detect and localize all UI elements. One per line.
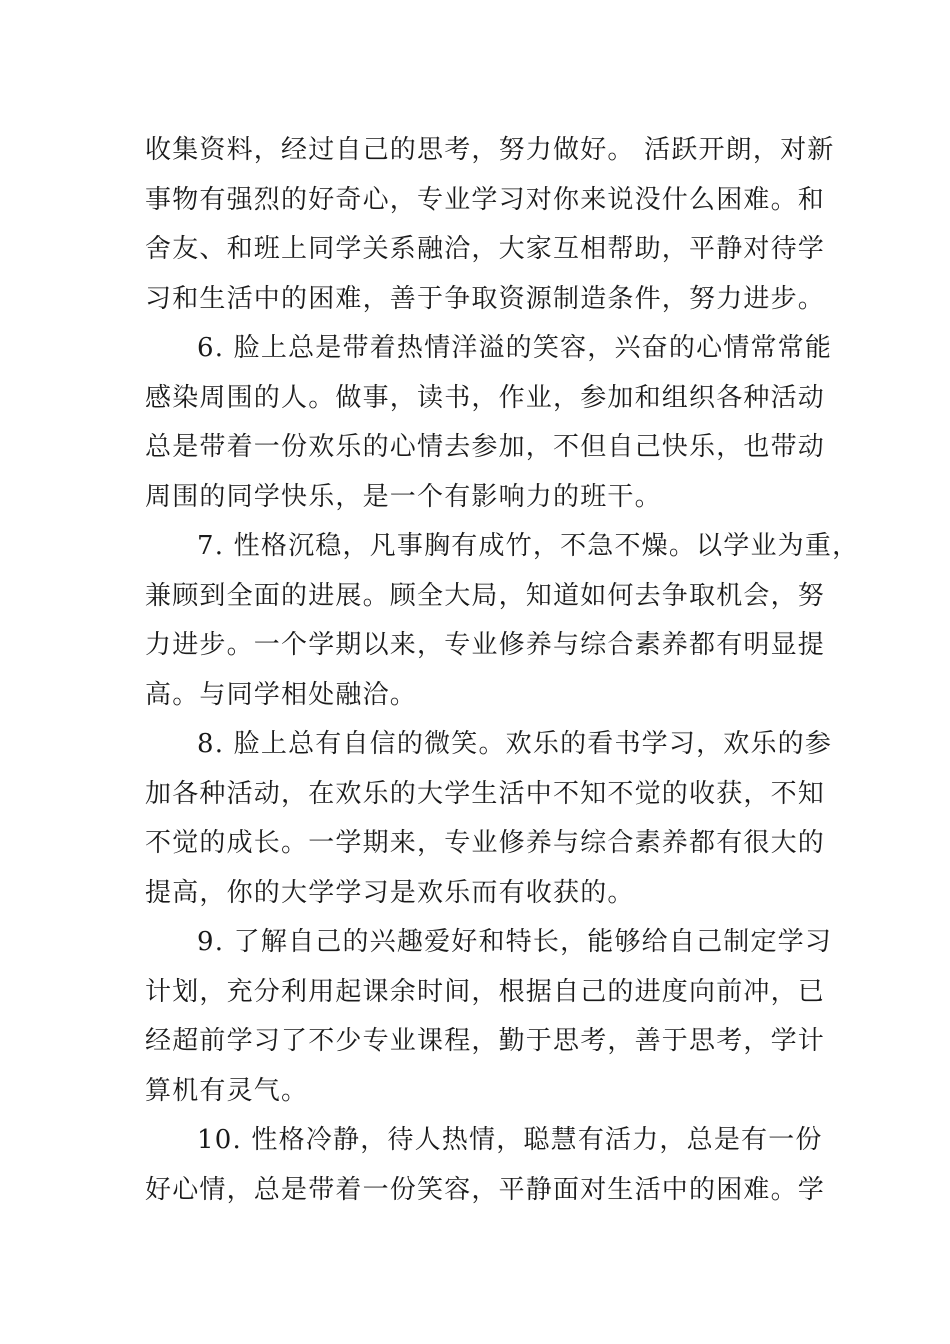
text-line: 高。与同学相处融洽。 <box>145 679 418 710</box>
text-line: 10. 性格冷静，待人热情，聪慧有活力，总是有一份 <box>197 1125 823 1155</box>
text-line: 加各种活动，在欢乐的大学生活中不知不觉的收获，不知 <box>145 778 826 809</box>
text-line: 6. 脸上总是带着热情洋溢的笑容，兴奋的心情常常能 <box>197 333 833 363</box>
text-line: 8. 脸上总有自信的微笑。欢乐的看书学习，欢乐的参 <box>197 729 833 759</box>
paragraph <box>145 720 833 918</box>
text-line: 计划，充分利用起课余时间，根据自己的进度向前冲，已 <box>145 976 826 1007</box>
text-line: 事物有强烈的好奇心，专业学习对你来说没什么困难。和 <box>145 184 826 215</box>
paragraph <box>145 918 833 1116</box>
text-line: 收集资料，经过自己的思考，努力做好。 活跃开朗，对新 <box>145 135 835 165</box>
paragraph <box>145 324 833 522</box>
text-line: 9. 了解自己的兴趣爱好和特长，能够给自己制定学习 <box>197 927 833 957</box>
text-line: 周围的同学快乐，是一个有影响力的班干。 <box>145 481 662 512</box>
text-line: 兼顾到全面的进展。顾全大局，知道如何去争取机会，努 <box>145 580 826 611</box>
paragraph <box>145 1116 826 1215</box>
text-line: 总是带着一份欢乐的心情去参加，不但自己快乐，也带动 <box>145 432 826 462</box>
text-line: 好心情，总是带着一份笑容，平静面对生活中的困难。学 <box>145 1174 826 1205</box>
text-line: 经超前学习了不少专业课程，勤于思考，善于思考，学计 <box>145 1026 826 1056</box>
text-line: 力进步。一个学期以来，专业修养与综合素养都有明显提 <box>145 630 826 660</box>
paragraph <box>145 126 835 324</box>
text-line: 感染周围的人。做事，读书，作业，参加和组织各种活动 <box>145 382 826 413</box>
text-line: 舍友、和班上同学关系融洽，大家互相帮助，平静对待学 <box>145 234 826 264</box>
text-line: 习和生活中的困难，善于争取资源制造条件，努力进步。 <box>145 283 826 314</box>
text-line: 提高，你的大学学习是欢乐而有收获的。 <box>145 877 635 908</box>
document-body <box>145 126 860 1215</box>
paragraph <box>145 522 860 720</box>
text-line: 7. 性格沉稳，凡事胸有成竹，不急不燥。以学业为重， <box>197 531 860 561</box>
text-line: 不觉的成长。一学期来，专业修养与综合素养都有很大的 <box>145 828 826 858</box>
text-line: 算机有灵气。 <box>145 1075 309 1106</box>
